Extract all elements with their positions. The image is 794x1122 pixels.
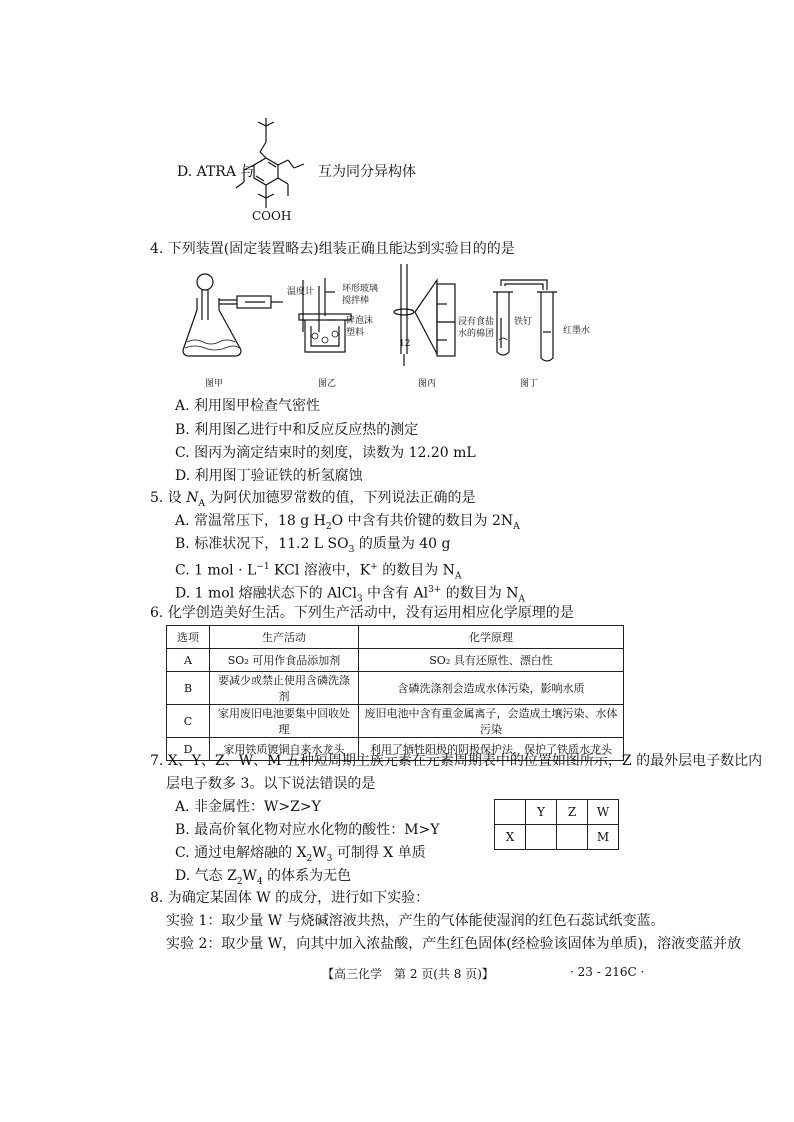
- q8-stem: 8. 为确定某固体 W 的成分，进行如下实验：: [150, 890, 430, 906]
- q7-stem-line2: 层电子数多 3。以下说法错误的是: [166, 776, 376, 792]
- table-cell: D: [167, 738, 210, 761]
- table-cell: 含磷洗涤剂会造成水体污染，影响水质: [359, 672, 624, 705]
- cooh-label: COOH: [252, 209, 292, 223]
- table-cell: C: [167, 705, 210, 738]
- q7-stem-line1: 7. X、Y、Z、W、M 五种短周期主族元素在元素周期表中的位置如图所示，Z 的最外层电子数比内: [150, 753, 763, 769]
- table-cell: SO₂ 可用作食品添加剂: [210, 649, 359, 672]
- label-thermometer: 温度计: [287, 287, 315, 297]
- table-cell: 家用铁质镀铜自来水龙头: [210, 738, 359, 761]
- table-cell: [495, 800, 526, 825]
- q5-option-d: D. 1 mol 熔融状态下的 AlCl$_3$ 中含有 $Al^{3+}$ 的数目为 $N_A$: [175, 585, 526, 605]
- table-cell: M: [588, 825, 619, 850]
- burette-mark: 12: [399, 339, 411, 349]
- q5-option-b: B. 标准状况下，11.2 L $SO_3$ 的质量为 40 g: [175, 536, 451, 555]
- fig-bing-caption: 图丙: [418, 379, 437, 389]
- fig-jia-flask: [183, 274, 283, 356]
- q4-option-c: C. 图丙为滴定结束时的刻度，读数为 12.20 mL: [175, 445, 476, 461]
- table-cell: A: [167, 649, 210, 672]
- table-cell: B: [167, 672, 210, 705]
- label-stirrer-1: 环形玻璃: [342, 284, 379, 294]
- fig-bing-burette: [394, 264, 455, 366]
- label-stirrer-2: 搅拌棒: [342, 296, 370, 306]
- page-footer: 【高三化学 第 2 页(共 8 页)】: [322, 967, 494, 981]
- table-cell: [526, 825, 557, 850]
- table-header-cell: 选项: [167, 626, 210, 649]
- table-cell: SO₂ 具有还原性、漂白性: [359, 649, 624, 672]
- label-salt-cotton-2: 水的棉团: [458, 329, 495, 339]
- table-cell: X: [495, 825, 526, 850]
- q6-table: [166, 625, 624, 761]
- q5-stem: 5. 设 $N_A$ 为阿伏加德罗常数的值，下列说法正确的是: [150, 490, 476, 509]
- q8-experiment-2: 实验 2：取少量 W，向其中加入浓盐酸，产生红色固体(经检验该固体为单质)，溶液变蓝并放: [166, 936, 742, 952]
- label-foam-2: 塑料: [346, 328, 365, 338]
- label-iron-nail: 铁钉: [514, 317, 533, 327]
- page-code: · 23 - 216C ·: [570, 965, 645, 979]
- fig-jia-caption: 图甲: [205, 379, 224, 389]
- table-header-row: [167, 626, 624, 649]
- table-cell: 要减少或禁止使用含磷洗涤剂: [210, 672, 359, 705]
- table-cell: 利用了牺牲阳极的阴极保护法，保护了铁质水龙头: [359, 738, 624, 761]
- table-row: [495, 800, 619, 825]
- q5-option-c: C. 1 mol · $L^{-1}$ KCl 溶液中，K+ 的数目为 $N_A$: [175, 562, 462, 582]
- table-header-cell: 化学原理: [359, 626, 624, 649]
- q7-option-c: C. 通过电解熔融的 $X_2W_3$ 可制得 X 单质: [175, 845, 426, 864]
- table-cell: 家用废旧电池要集中回收处理: [210, 705, 359, 738]
- periodic-table-fragment: [494, 799, 619, 850]
- label-red-ink: 红墨水: [563, 326, 591, 336]
- table-row: [167, 672, 624, 705]
- q4-stem: 4. 下列装置(固定装置略去)组装正确且能达到实验目的的是: [150, 241, 515, 257]
- q6-stem: 6. 化学创造美好生活。下列生产活动中，没有运用相应化学原理的是: [150, 605, 574, 621]
- q4-option-d: D. 利用图丁验证铁的析氢腐蚀: [175, 468, 363, 484]
- q7-option-d: D. 气态 $Z_2W_4$ 的体系为无色: [175, 868, 352, 887]
- label-foam-1: 碎泡沫: [346, 316, 374, 326]
- q4-option-b: B. 利用图乙进行中和反应反应热的测定: [175, 422, 419, 438]
- table-row: [167, 649, 624, 672]
- fig-ding-caption: 图丁: [520, 379, 539, 389]
- table-cell: 废旧电池中含有重金属离子，会造成土壤污染、水体污染: [359, 705, 624, 738]
- q4-option-a: A. 利用图甲检查气密性: [175, 398, 321, 414]
- q4-apparatus-figures: [175, 262, 595, 392]
- q7-option-a: A. 非金属性：W>Z>Y: [175, 799, 321, 815]
- table-row: [167, 705, 624, 738]
- table-cell: [557, 825, 588, 850]
- label-salt-cotton-1: 浸有食盐: [458, 317, 495, 327]
- q5-option-a: A. 常温常压下，18 g $H_2O$ 中含有共价键的数目为 $2N_A$: [175, 513, 520, 532]
- table-row: [495, 825, 619, 850]
- table-cell: Z: [557, 800, 588, 825]
- q8-experiment-1: 实验 1：取少量 W 与烧碱溶液共热，产生的气体能使湿润的红色石蕊试纸变蓝。: [166, 913, 665, 929]
- fig-yi-caption: 图乙: [318, 379, 337, 389]
- table-header-cell: 生产活动: [210, 626, 359, 649]
- table-cell: Y: [526, 800, 557, 825]
- q3-option-d-prefix: D. ATRA 与: [177, 164, 255, 180]
- table-cell: W: [588, 800, 619, 825]
- q3-option-d-suffix: 互为同分异构体: [318, 164, 416, 180]
- q7-option-b: B. 最高价氧化物对应水化物的酸性：M>Y: [175, 822, 440, 838]
- atra-isomer-structure: [232, 118, 312, 220]
